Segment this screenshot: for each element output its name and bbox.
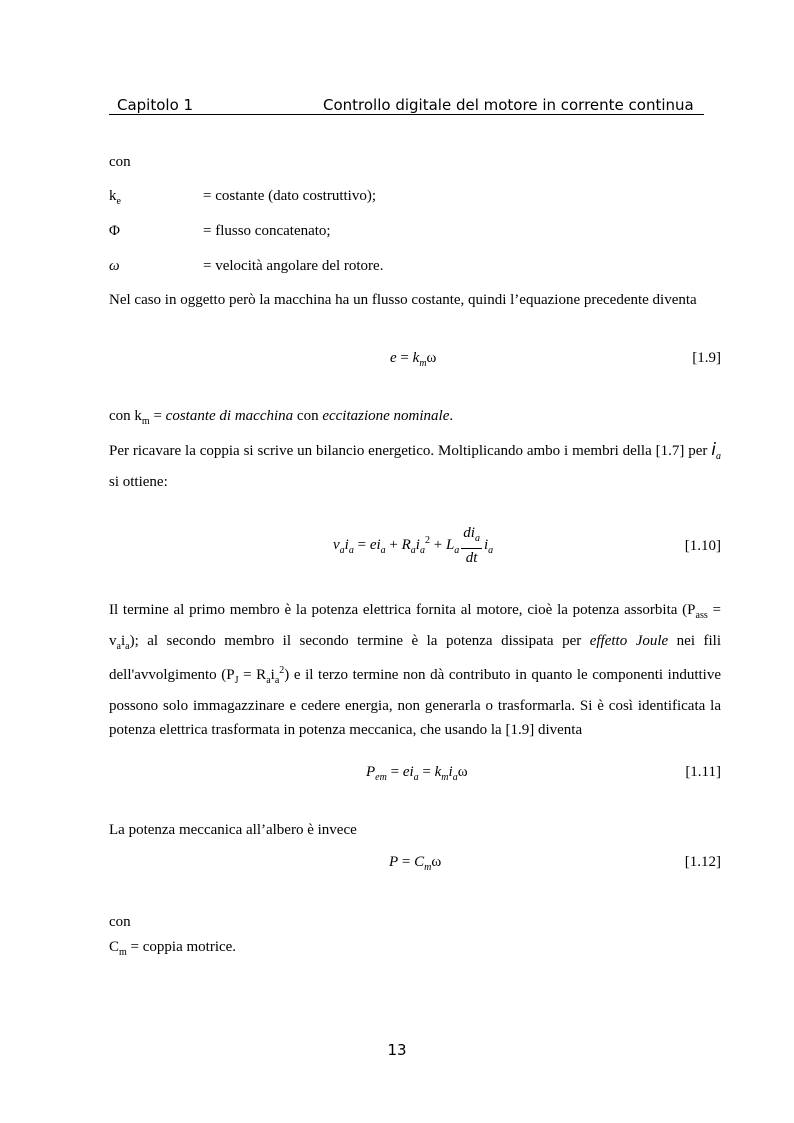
definitions-intro: con bbox=[109, 154, 131, 170]
equation-1-9: $e = k_m\omega$ bbox=[390, 350, 437, 369]
equation-1-11: $P_{em} = ei_a = k_mi_a\omega$ bbox=[366, 764, 468, 783]
equation-number-1-10: [1.10] bbox=[684, 538, 721, 554]
symbol-omega: ω bbox=[109, 258, 120, 274]
paragraph-energy-balance: Per ricavare la coppia si scrive un bilancio energetico. Moltiplicando ambo i membri della [1.7] per $i_a$ si ottiene: bbox=[109, 440, 721, 490]
definition-phi: = flusso concatenato; bbox=[203, 223, 331, 239]
equation-1-10: $v_ai_a = ei_a + R_ai_a^2 + L_a$ $\frac{di_a}{dt}$ $i_a$ bbox=[333, 525, 494, 566]
symbol-ke: $k_e$ bbox=[109, 188, 121, 207]
definitions-intro-2: con bbox=[109, 914, 131, 930]
km-definition: con $k_m$ = costante di macchina con eccitazione nominale. bbox=[109, 408, 454, 427]
chapter-label: Capitolo 1 bbox=[117, 96, 194, 114]
paragraph-flux-constant: Nel caso in oggetto però la macchina ha un flusso costante, quindi l’equazione precedente diventa bbox=[109, 292, 697, 308]
header-divider bbox=[109, 114, 704, 115]
chapter-title: Controllo digitale del motore in corrente continua bbox=[323, 96, 694, 114]
paragraph-power-terms: Il termine al primo membro è la potenza elettrica fornita al motore, cioè la potenza assorbita $(P_{ass} = v_ai_a)$; al secondo membro il secondo termine è la potenza dissipata per effetto Joule nei fili dell'avvolgimento $(P_J = R_ai_a^2)$ e il terzo termine non dà contributo in quanto le componenti induttive possono solo immagazzinare e cedere energia, non generarla o trasformarla. Si è così identificata la potenza elettrica trasformata in potenza meccanica, che usando la [1.9] diventa bbox=[109, 602, 721, 738]
fraction-dia-dt: $\frac{di_a}{dt}$ bbox=[463, 525, 480, 566]
equation-number-1-9: [1.9] bbox=[692, 350, 721, 366]
equation-number-1-11: [1.11] bbox=[685, 764, 721, 780]
definition-omega: = velocità angolare del rotore. bbox=[203, 258, 384, 274]
definition-cm: $C_m$ = coppia motrice. bbox=[109, 939, 237, 958]
definition-ke: = costante (dato costruttivo); bbox=[203, 188, 376, 204]
page-number: 13 bbox=[387, 1041, 407, 1059]
paragraph-mechanical-power: La potenza meccanica all’albero è invece bbox=[109, 822, 357, 838]
symbol-phi: Φ bbox=[109, 223, 120, 239]
equation-number-1-12: [1.12] bbox=[684, 854, 721, 870]
equation-1-12: $P = C_m\omega$ bbox=[389, 854, 442, 873]
